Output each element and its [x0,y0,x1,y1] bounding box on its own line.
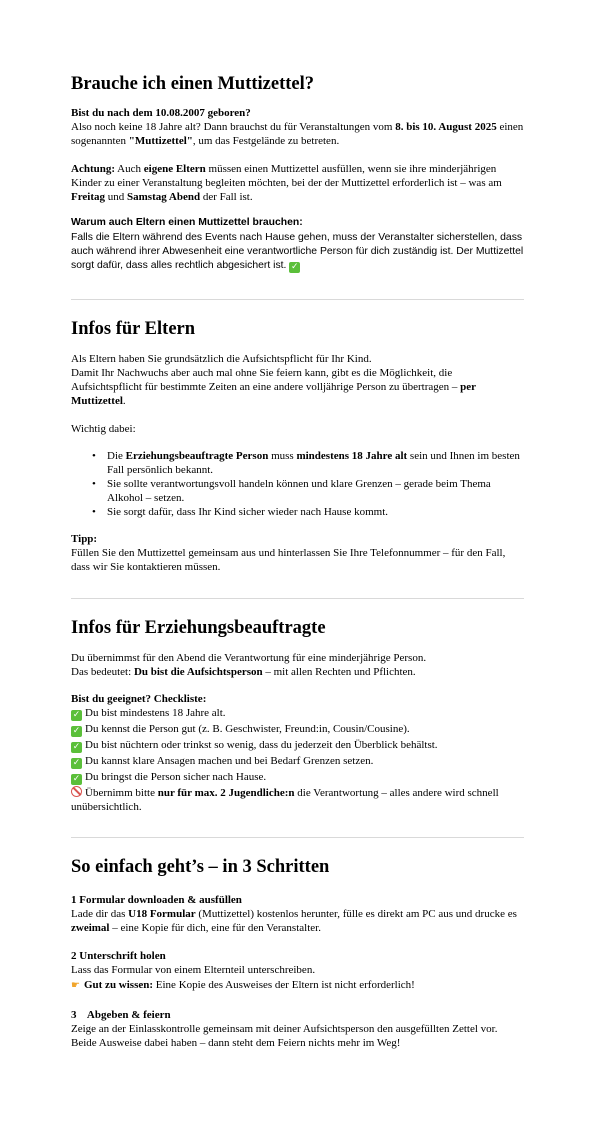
parent-requirements-list [71,449,524,519]
guardian-paragraph-1: Du übernimmst für den Abend die Verantwortung für eine minderjährige Person. [71,652,427,664]
why-parents-text: Falls die Eltern während des Events nach Hause gehen, muss der Veranstalter sicherstellen, dass auch während ihrer Abwesenheit eine verantwortliche Person für dich zuständig ist. Der Muttizettel sorgt dafür, dass alles rechtlich abgesichert ist. ✓ [71,232,524,272]
step-2-heading: 2 Unterschrift holen [71,950,166,962]
born-after-heading: Bist du nach dem 10.08.2007 geboren? [71,107,251,119]
guardian-paragraph-2: Das bedeutet: Du bist die Aufsichtsperson – mit allen Rechten und Pflichten. [71,666,416,678]
list-item: • Sie sollte verantwortungsvoll handeln können und klare Grenzen – gerade beim Thema Alkohol – setzen. [71,477,524,505]
step-1-text: Lade dir das U18 Formular (Muttizettel) kostenlos herunter, fülle es direkt am PC aus und drucke es zweimal – eine Kopie für dich, eine für den Veranstalter. [71,908,517,934]
step-3-text: Zeige an der Einlasskontrolle gemeinsam mit deiner Aufsichtsperson den ausgefüllten Zettel vor. Beide Ausweise dabei haben – dann steht dem Feiern nichts mehr im Weg! [71,1023,498,1049]
check-mark-icon: ✓ [72,774,81,784]
section-title-steps: So einfach geht’s – in 3 Schritten [71,857,330,877]
list-item: • Die Erziehungsbeauftragte Person muss mindestens 18 Jahre alt sein und Ihnen im besten Fall persönlich bekannt. [71,449,524,477]
section-title-erziehungsbeauftragte: Infos für Erziehungsbeauftragte [71,618,326,638]
check-mark-icon: ✓ [291,262,299,272]
age-paragraph: Also noch keine 18 Jahre alt? Dann brauchst du für Veranstaltungen vom 8. bis 10. August 2025 einen sogenannten "Muttizettel", um das Festgelände zu betreten. [71,121,524,147]
checklist-heading: Bist du geeignet? Checkliste: [71,693,207,705]
checklist-item: ✓ Du bist mindestens 18 Jahre alt. [72,707,226,720]
divider [71,837,524,838]
checklist-item: ✓ Du kennst die Person gut (z. B. Geschwister, Freund:in, Cousin/Cousine). [72,723,410,736]
attention-paragraph: Achtung: Auch eigene Eltern müssen einen Muttizettel ausfüllen, wenn sie ihre minderjährigen Kinder zu einer Veranstaltung begleiten möchten, bei der der Muttizettel erforderlich ist – was am Freitag und Samstag Abend der Fall ist. [71,163,502,203]
divider [71,598,524,599]
parents-paragraph-1: Als Eltern haben Sie grundsätzlich die Aufsichtspflicht für Ihr Kind. [71,353,372,365]
why-parents-heading: Warum auch Eltern einen Muttizettel brauchen: [71,217,303,228]
important-label: Wichtig dabei: [71,423,136,435]
tip-heading: Tipp: [71,533,98,545]
step-2-text: Lass das Formular von einem Elternteil unterschreiben. [71,964,316,976]
section-title-eltern: Infos für Eltern [71,319,196,339]
check-mark-icon: ✓ [72,758,81,768]
section-title-muttizettel: Brauche ich einen Muttizettel? [71,74,315,94]
checklist-item: ✓ Du bist nüchtern oder trinkst so wenig, dass du jederzeit den Überblick behältst. [72,739,438,752]
prohibited-icon [71,786,82,797]
check-mark-icon: ✓ [72,742,81,752]
tip-text: Füllen Sie den Muttizettel gemeinsam aus und hinterlassen Sie Ihre Telefonnummer – für den Fall, dass wir Sie kontaktieren müssen. [71,547,506,573]
step-3-heading: 3 Abgeben & feiern [71,1009,171,1021]
divider [71,299,524,300]
parents-paragraph-2: Damit Ihr Nachwuchs aber auch mal ohne Sie feiern kann, gibt es die Möglichkeit, die Aufsichtspflicht für bestimmte Zeiten an eine andere volljährige Person zu übertragen – per Muttizettel. [71,367,476,407]
checklist-item: ✓ Du kannst klare Ansagen machen und bei Bedarf Grenzen setzen. [72,755,374,768]
list-item: • Sie sorgt dafür, dass Ihr Kind sicher wieder nach Hause kommt. [71,505,524,519]
step-1-heading: 1 Formular downloaden & ausfüllen [71,894,242,906]
check-mark-icon: ✓ [72,726,81,736]
step-2-tip: ☛ Gut zu wissen: Eine Kopie des Ausweises der Eltern ist nicht erforderlich! [71,979,415,991]
checklist-item: ✓ Du bringst die Person sicher nach Hause. [72,771,267,784]
pointing-hand-icon: ☛ [71,980,80,991]
check-mark-icon: ✓ [72,710,81,720]
max-two-warning: Übernimm bitte nur für max. 2 Jugendliche:n die Verantwortung – alles andere wird schnell unübersichtlich. [71,787,499,813]
